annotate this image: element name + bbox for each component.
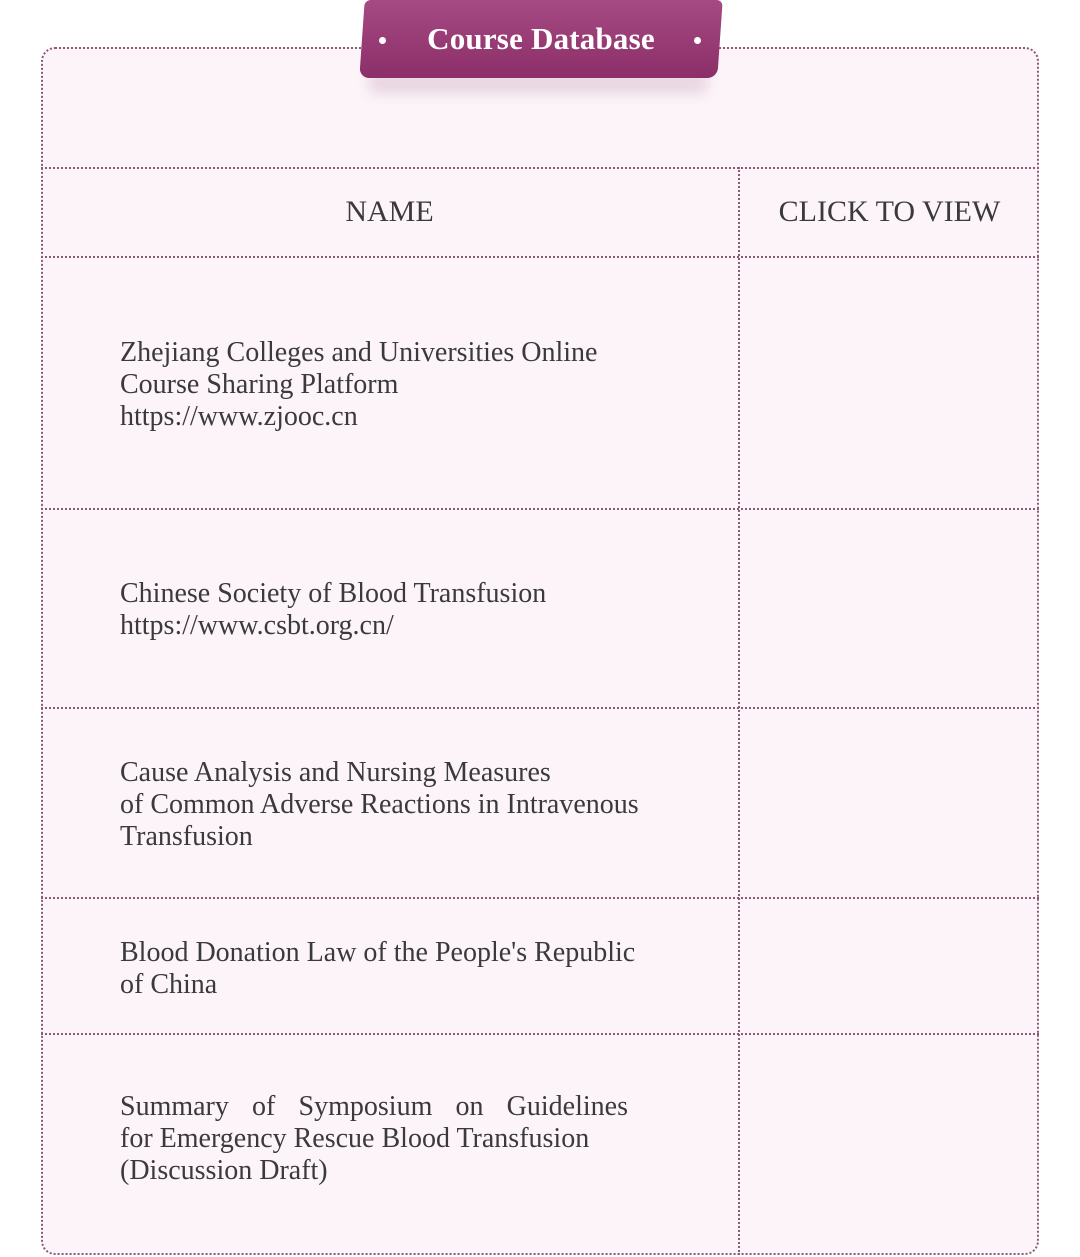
table-row-name [120, 937, 635, 1001]
course-name-line: Course Sharing Platform [120, 369, 399, 400]
table-row-name [120, 337, 597, 433]
view-link-cell[interactable] [740, 510, 1039, 707]
course-name-line: of China [120, 969, 218, 1000]
table-row-name [120, 578, 546, 642]
bullet-dot-icon [694, 37, 701, 44]
column-header-view: CLICK TO VIEW [778, 195, 1001, 228]
view-link-cell[interactable] [740, 899, 1039, 1033]
course-name-line: Chinese Society of Blood Transfusion [120, 578, 547, 609]
table-row-name [120, 757, 639, 853]
course-name-line: Transfusion [120, 821, 253, 852]
course-name-line: of Common Adverse Reactions in Intravenous [120, 789, 639, 820]
course-name-line: Zhejiang Colleges and Universities Online [120, 337, 598, 368]
table-row-name [120, 1091, 628, 1187]
course-name-line: for Emergency Rescue Blood Transfusion [120, 1123, 590, 1154]
view-link-cell[interactable] [740, 258, 1039, 508]
view-link-cell[interactable] [740, 1035, 1039, 1253]
course-name-line: (Discussion Draft) [120, 1155, 328, 1186]
page-title: Course Database [427, 21, 655, 56]
course-name-line: Summary of Symposium on Guidelines [120, 1091, 628, 1122]
view-link-cell[interactable] [740, 709, 1039, 897]
course-name-line: Cause Analysis and Nursing Measures [120, 757, 551, 788]
bullet-dot-icon [379, 37, 386, 44]
column-header-name: NAME [345, 195, 434, 228]
course-url[interactable]: https://www.zjooc.cn [120, 401, 358, 432]
course-name-line: Blood Donation Law of the People's Republic [120, 937, 636, 968]
course-url[interactable]: https://www.csbt.org.cn/ [120, 610, 394, 641]
